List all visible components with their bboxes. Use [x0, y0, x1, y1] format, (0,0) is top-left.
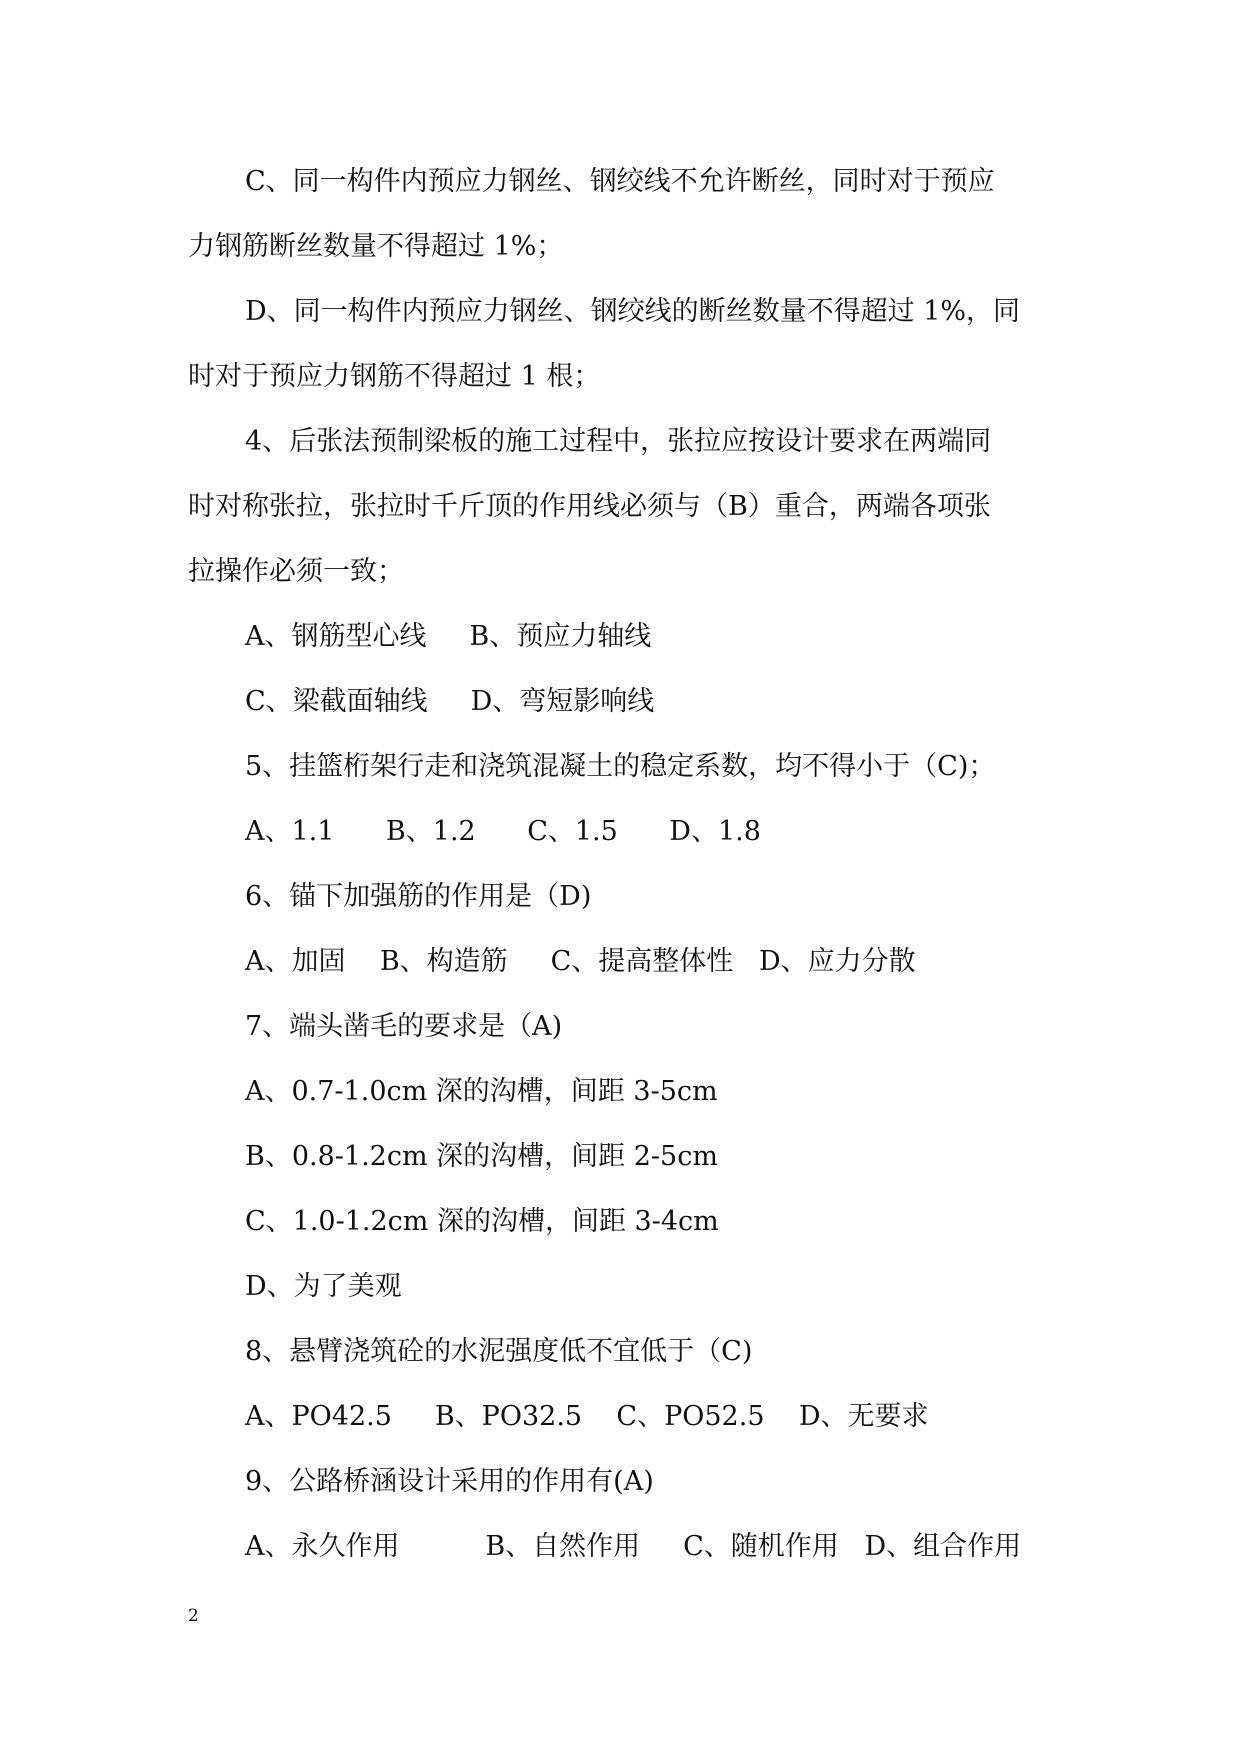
page-number: 2 — [188, 1606, 199, 1626]
question-line: 9、公路桥涵设计采用的作用有(A) — [245, 1466, 654, 1497]
question-line: 8、悬臂浇筑砼的水泥强度低不宜低于（C) — [245, 1336, 753, 1367]
text-line: 拉操作必须一致； — [188, 556, 404, 587]
option-line: D、为了美观 — [245, 1271, 402, 1302]
option-line: A、加固 B、构造筋 C、提高整体性 D、应力分散 — [245, 946, 916, 977]
text-line: D、同一构件内预应力钢丝、钢绞线的断丝数量不得超过 1%，同 — [245, 296, 1021, 327]
question-line: 5、挂篮桁架行走和浇筑混凝土的稳定系数，均不得小于（C)； — [245, 751, 996, 782]
option-line: A、永久作用 B、自然作用 C、随机作用 D、组合作用 — [245, 1531, 1022, 1562]
option-line: A、1.1 B、1.2 C、1.5 D、1.8 — [245, 816, 761, 847]
text-line: 4、后张法预制梁板的施工过程中，张拉应按设计要求在两端同 — [245, 426, 992, 457]
text-line: 时对于预应力钢筋不得超过 1 根； — [188, 361, 601, 392]
text-line: 力钢筋断丝数量不得超过 1%； — [188, 231, 564, 262]
option-line: A、PO42.5 B、PO32.5 C、PO52.5 D、无要求 — [245, 1401, 929, 1432]
option-line: C、1.0-1.2cm 深的沟槽，间距 3-4cm — [245, 1206, 719, 1237]
option-line: C、梁截面轴线 D、弯短影响线 — [245, 686, 655, 717]
option-line: A、0.7-1.0cm 深的沟槽，间距 3-5cm — [245, 1076, 718, 1107]
text-line: C、同一构件内预应力钢丝、钢绞线不允许断丝，同时对于预应 — [245, 166, 995, 197]
option-line: B、0.8-1.2cm 深的沟槽，间距 2-5cm — [245, 1141, 718, 1172]
option-line: A、钢筋型心线 B、预应力轴线 — [245, 621, 652, 652]
question-line: 7、端头凿毛的要求是（A) — [245, 1011, 563, 1042]
question-line: 6、锚下加强筋的作用是（D) — [245, 881, 592, 912]
text-line: 时对称张拉，张拉时千斤顶的作用线必须与（B）重合，两端各项张 — [188, 491, 991, 522]
